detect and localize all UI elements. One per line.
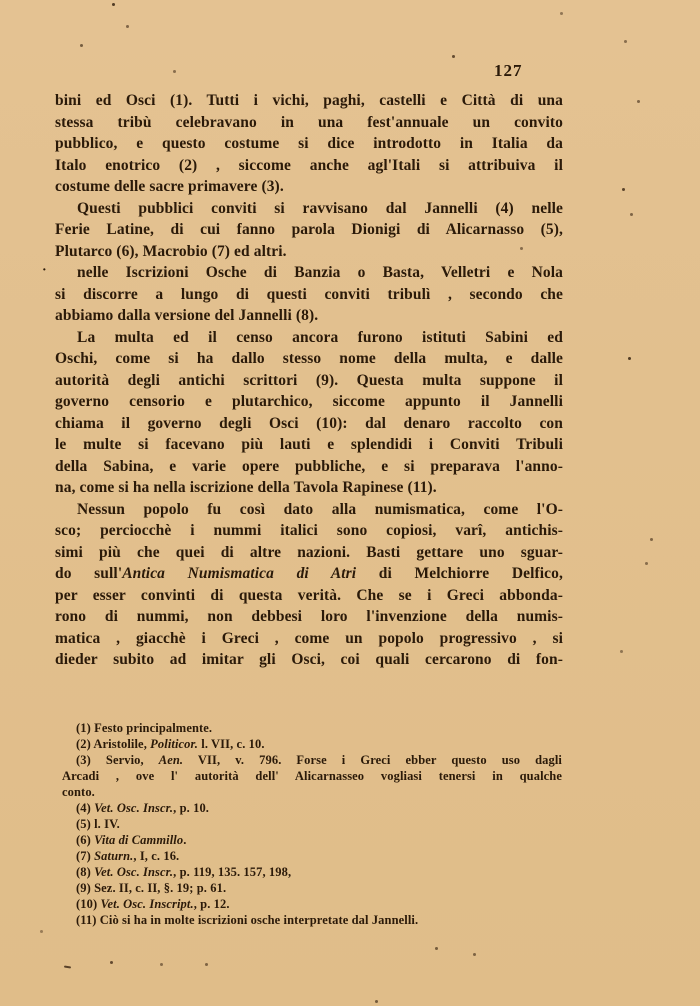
body-text-line [55, 391, 563, 413]
body-text-line [55, 241, 563, 263]
text-segment: costume delle sacre primavere (3). [55, 178, 284, 195]
text-segment: do sull' [55, 565, 123, 582]
text-segment: governo censorio e plutarchico, siccome appunto il Jannelli [55, 393, 563, 410]
footnote-line [62, 832, 562, 848]
text-segment: rono di nummi, non debbesi loro l'invenzione della numis- [55, 608, 563, 625]
text-segment: , p. 119, 135. 157, 198, [173, 865, 292, 879]
footnote-line [62, 784, 562, 800]
text-segment: (8) [76, 865, 95, 879]
text-segment: si discorre a lungo di questi conviti tribulì , secondo che [55, 285, 563, 303]
text-segment: Nessun popolo fu così dato alla numismatica, come l'O- [77, 500, 563, 518]
text-segment: di Melchiorre Delfico, [356, 565, 563, 582]
text-segment: (6) [76, 833, 95, 847]
text-segment: (11) Ciò si ha in molte iscrizioni osche interpretate dal Jannelli. [76, 913, 419, 927]
italic-text-segment: Saturn. [94, 849, 134, 863]
body-text-line [55, 499, 563, 521]
body-text-line [55, 133, 563, 155]
footnote-line [62, 752, 562, 768]
body-text-line [55, 520, 563, 542]
text-segment: (1) Festo principalmente. [76, 721, 213, 735]
text-segment: (7) [76, 849, 95, 863]
body-text-line [55, 563, 563, 585]
text-segment: sco; perciocchè i nummi italici sono copiosi, varî, antichis- [55, 522, 563, 539]
body-text-line [55, 434, 563, 456]
footnotes [62, 720, 562, 928]
text-segment: per esser convinti di questa verità. Che se i Greci abbonda- [55, 586, 563, 604]
body-text-line [55, 284, 563, 306]
text-segment: le multe si facevano più lauti e splendidi i Conviti Tribuli [55, 436, 563, 453]
text-segment: matica , giacchè i Greci , come un popolo progressivo , si [55, 629, 563, 647]
body-text-line [55, 628, 563, 650]
body-text-line [55, 219, 563, 241]
body-text-line [55, 456, 563, 478]
footnote-line [62, 720, 562, 736]
body-text-line [55, 305, 563, 327]
italic-text-segment: Vita di Cammillo [94, 833, 184, 847]
footnote-line [62, 880, 562, 896]
body-text-line [55, 198, 563, 220]
footnote-line [62, 896, 562, 912]
text-segment: (5) l. IV. [76, 817, 120, 831]
body-text-line [55, 413, 563, 435]
text-segment: Arcadi , ove l' autorità dell' Alicarnasseo vogliasi tenersi in qualche [62, 769, 562, 783]
text-segment: , I, c. 16. [133, 849, 180, 863]
text-segment: (4) [76, 801, 95, 815]
text-segment: Plutarco (6), Macrobio (7) ed altri. [55, 242, 287, 260]
text-segment: , p. 12. [193, 897, 230, 911]
text-segment: . [183, 833, 187, 847]
footnote-line [62, 800, 562, 816]
italic-text-segment: Antica Numismatica di Atri [122, 565, 357, 582]
footnote-line [62, 848, 562, 864]
text-segment: nelle Iscrizioni Osche di Banzia o Basta, Velletri e Nola [77, 264, 563, 281]
body-text-line [55, 542, 563, 564]
text-segment: conto. [62, 785, 95, 799]
body-text-line [55, 606, 563, 628]
text-segment: simi più che quei di altre nazioni. Basti gettare uno sguar- [55, 543, 563, 561]
footnote-line [62, 864, 562, 880]
text-segment: (10) [76, 897, 101, 911]
text-segment: pubblico, e questo costume si dice introdotto in Italia da [55, 135, 563, 152]
footnote-line [62, 736, 562, 752]
body-text-line [55, 649, 563, 671]
text-segment: (3) Servio, [76, 753, 159, 767]
ink-smudge [64, 966, 71, 969]
page-number: 127 [494, 61, 523, 80]
body-text-line [55, 585, 563, 607]
text-segment: stessa tribù celebravano in una fest'annuale un convito [55, 113, 563, 131]
text-segment: Questi pubblici conviti si ravvisano dal Jannelli (4) nelle [77, 199, 563, 217]
body-text-line [42, 262, 563, 284]
text-segment: Italo enotrico (2) , siccome anche agl'Itali si attribuiva il [55, 156, 563, 174]
text-segment: bini ed Osci (1). Tutti i vichi, paghi, castelli e Città di una [55, 92, 563, 109]
body-text-line [55, 477, 563, 499]
text-segment: della Sabina, e varie opere pubbliche, e si preparava l'anno- [55, 457, 563, 475]
scan-specks [0, 0, 3, 3]
body-text-line [55, 176, 563, 198]
main-text [42, 90, 563, 671]
footnote-line [62, 768, 562, 784]
text-segment: Ferie Latine, di cui fanno parola Dionigi di Alicarnasso (5), [55, 221, 563, 238]
italic-text-segment: Vet. Osc. Inscr. [94, 865, 174, 879]
paragraph-bullet: · [42, 263, 47, 278]
text-segment: na, come si ha nella iscrizione della Tavola Rapinese (11). [55, 479, 437, 496]
text-segment: chiama il governo degli Osci (10): dal denaro raccolto con [55, 414, 563, 432]
text-segment: autorità degli antichi scrittori (9). Questa multa suppone il [55, 371, 563, 389]
text-segment: Oschi, come si ha dallo stesso nome della multa, e dalle [55, 350, 563, 367]
text-segment: La multa ed il censo ancora furono istituti Sabini ed [77, 328, 563, 346]
italic-text-segment: Aen. [158, 753, 184, 767]
text-segment: dieder subito ad imitar gli Osci, coi quali cercarono di fon- [55, 651, 563, 668]
body-text-line [55, 370, 563, 392]
body-text-line [55, 155, 563, 177]
italic-text-segment: Vet. Osc. Inscript. [100, 897, 194, 911]
text-segment: (9) Sez. II, c. II, §. 19; p. 61. [76, 881, 227, 895]
text-segment: abbiamo dalla versione del Jannelli (8). [55, 307, 319, 324]
body-text-line [55, 112, 563, 134]
footnote-line [62, 816, 562, 832]
text-segment: (2) Aristolile, [76, 737, 151, 751]
text-segment: VII, v. 796. Forse i Greci ebber questo uso dagli [183, 753, 562, 767]
body-text-line [55, 90, 563, 112]
footnote-line [62, 912, 562, 928]
italic-text-segment: Politicor. [150, 737, 199, 751]
body-text-line [55, 348, 563, 370]
italic-text-segment: Vet. Osc. Inscr. [94, 801, 174, 815]
text-segment: , p. 10. [173, 801, 210, 815]
body-text-line [55, 327, 563, 349]
text-segment: l. VII, c. 10. [198, 737, 265, 751]
